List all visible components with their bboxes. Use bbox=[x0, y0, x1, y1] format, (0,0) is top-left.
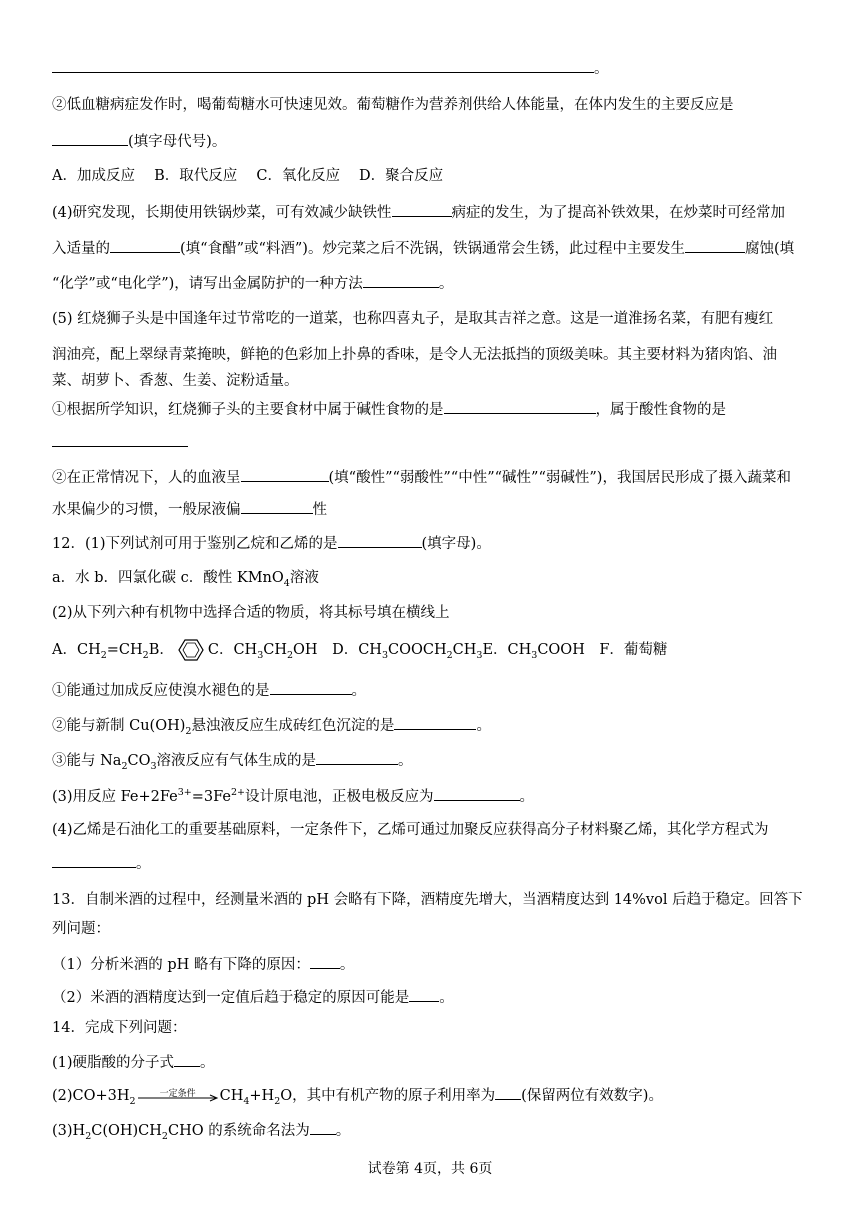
question-text: (填字母代号)。 bbox=[52, 131, 820, 151]
answer-line bbox=[52, 432, 820, 452]
answer-options: A．加成反应 B．取代反应 C．氧化反应 D．聚合反应 bbox=[52, 168, 444, 184]
answer-blank[interactable] bbox=[241, 467, 329, 482]
question-text: (4)研究发现，长期使用铁锅炒菜，可有效减少缺铁性 病症的发生，为了提高补铁效果，在炒菜时可经常加 bbox=[52, 202, 820, 222]
answer-options: A．$CH_2=CH_2B$． C．$CH_3CH_2OH$ D．$CH_3COOCH_2CH_3E$．$CH_3COOH$ F．葡萄糖 bbox=[52, 639, 820, 659]
question-text: (5) 红烧狮子头是中国逢年过节常吃的一道菜，也称四喜丸子，是取其吉祥之意。这是一道淮扬名菜，有肥有瘦红 bbox=[52, 311, 774, 327]
answer-blank[interactable] bbox=[394, 715, 476, 730]
answer-blank[interactable] bbox=[52, 432, 188, 447]
answer-blank[interactable] bbox=[495, 1085, 521, 1100]
question-text: ②在正常情况下，人的血液呈 (填“酸性”“弱酸性”“中性”“碱性”“弱碱性”)，我国居民形成了摄入蔬菜和 bbox=[52, 467, 820, 487]
question-text: (1)硬脂酸的分子式 。 bbox=[52, 1052, 820, 1072]
question-text: ②低血糖病症发作时，喝葡萄糖水可快速见效。葡萄糖作为营养剂供给人体能量，在体内发生的主要反应是 bbox=[52, 97, 734, 113]
reaction-arrow: 一定条件 bbox=[136, 1086, 220, 1106]
answer-options: a．水 b．四氯化碳 c．酸性 KMnO$_4$溶液 bbox=[52, 570, 319, 589]
question-text: （2）米酒的酒精度达到一定值后趋于稳定的原因可能是 。 bbox=[52, 987, 820, 1007]
answer-blank[interactable] bbox=[270, 680, 352, 695]
answer-blank[interactable] bbox=[310, 954, 340, 969]
question-text: (2)从下列六种有机物中选择合适的物质，将其标号填在横线上 bbox=[52, 605, 450, 621]
answer-blank[interactable] bbox=[110, 238, 180, 253]
answer-line: 。 bbox=[52, 58, 820, 78]
question-text: 入适量的 (填“食醋”或“料酒”)。炒完菜之后不洗锅，铁锅通常会生锈，此过程中主要发生 腐蚀(填 bbox=[52, 238, 820, 258]
question-text: 水果偏少的习惯，一般尿液偏 性 bbox=[52, 499, 820, 519]
answer-line: 。 bbox=[52, 853, 820, 873]
answer-blank[interactable] bbox=[310, 1120, 336, 1135]
question-text: 14．完成下列问题： bbox=[52, 1020, 187, 1036]
answer-blank[interactable] bbox=[52, 853, 136, 868]
question-text: (3)用反应 $Fe+2Fe^{3+}=3Fe^{2+}$设计原电池，正极电极反应为 。 bbox=[52, 787, 534, 805]
answer-blank[interactable] bbox=[685, 238, 745, 253]
question-text: 菜、胡萝卜、香葱、生姜、淀粉适量。 bbox=[52, 373, 299, 389]
question-text: 13．自制米酒的过程中，经测量米酒的 pH 会略有下降，酒精度先增大，当酒精度达到 14%vol 后趋于稳定。回答下 bbox=[52, 892, 803, 908]
question-text: ①根据所学知识，红烧狮子头的主要食材中属于碱性食物的是 ，属于酸性食物的是 bbox=[52, 399, 820, 419]
question-text: 12．(1)下列试剂可用于鉴别乙烷和乙烯的是 (填字母)。 bbox=[52, 533, 820, 553]
question-text: ①能通过加成反应使溴水褪色的是 。 bbox=[52, 680, 820, 700]
question-text: （1）分析米酒的 pH 略有下降的原因： 。 bbox=[52, 954, 820, 974]
benzene-ring-icon bbox=[178, 639, 204, 661]
answer-blank[interactable] bbox=[316, 750, 398, 765]
question-text: $(2)CO+3H_2$ 一定条件 $CH_4+H_2O$，其中有机产物的原子利用率为 (保留两位有效数字)。 bbox=[52, 1085, 820, 1105]
question-text: (4)乙烯是石油化工的重要基础原料，一定条件下，乙烯可通过加聚反应获得高分子材料聚乙烯，其化学方程式为 bbox=[52, 822, 769, 838]
question-text: 列问题： bbox=[52, 921, 110, 937]
answer-blank[interactable] bbox=[174, 1052, 200, 1067]
page-footer: 试卷第 4页，共 6页 bbox=[367, 1161, 493, 1177]
answer-blank[interactable] bbox=[363, 273, 439, 288]
question-text: ②能与新制 $Cu(OH)_2$悬浊液反应生成砖红色沉淀的是 。 bbox=[52, 715, 820, 735]
answer-blank[interactable] bbox=[444, 399, 596, 414]
question-text: 润油亮，配上翠绿青菜掩映，鲜艳的色彩加上扑鼻的香味，是令人无法抵挡的顶级美味。其主要材料为猪肉馅、油 bbox=[52, 347, 777, 363]
question-text: “化学”或“电化学”)，请写出金属防护的一种方法 。 bbox=[52, 273, 820, 293]
question-text: ③能与 $Na_2CO_3$溶液反应有气体生成的是 。 bbox=[52, 750, 820, 770]
answer-blank[interactable] bbox=[241, 499, 313, 514]
question-text: $(3)H_2C(OH)CH_2CHO$ 的系统命名法为 。 bbox=[52, 1120, 820, 1140]
answer-blank[interactable] bbox=[338, 533, 422, 548]
answer-blank[interactable] bbox=[409, 987, 439, 1002]
answer-blank[interactable] bbox=[392, 202, 452, 217]
answer-blank[interactable] bbox=[52, 131, 128, 146]
answer-blank[interactable] bbox=[52, 58, 594, 73]
answer-blank[interactable] bbox=[434, 786, 520, 801]
arrow-right-icon bbox=[136, 1094, 220, 1102]
